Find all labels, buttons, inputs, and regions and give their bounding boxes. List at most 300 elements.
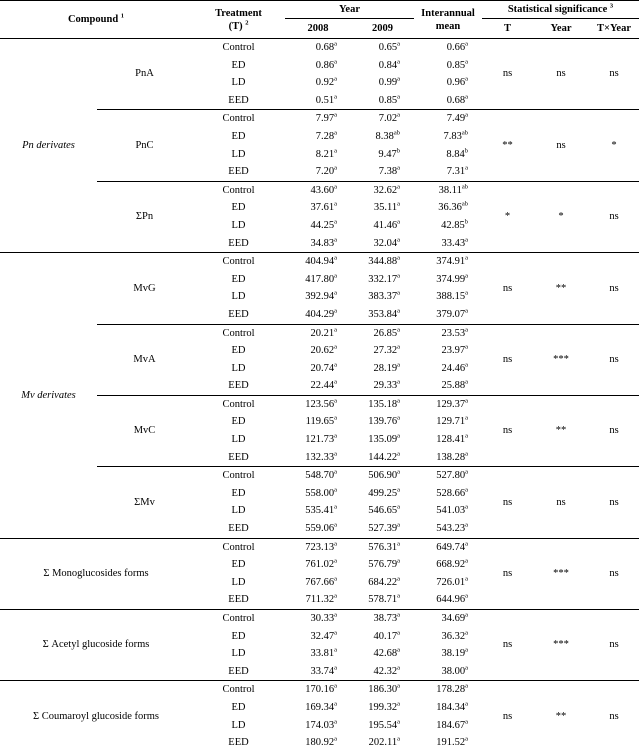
value-2009-letter: a — [397, 540, 401, 548]
compound-name-text: MvG — [133, 282, 156, 294]
value-2009-letter: a — [397, 682, 401, 690]
value-2008-number: 711.32 — [305, 594, 335, 606]
value-mean — [414, 342, 482, 360]
value-mean — [414, 591, 482, 609]
value-2009 — [351, 57, 414, 75]
value-2008-number: 22.44 — [310, 380, 335, 392]
value-2008 — [285, 413, 351, 431]
sig-txy — [589, 467, 639, 538]
compound-name — [97, 253, 192, 324]
table-body — [0, 39, 639, 752]
header-interannual-1: Interannual — [421, 7, 475, 19]
treatment-cell — [192, 538, 285, 556]
value-mean-number: 374.99 — [436, 273, 466, 285]
value-2009-letter: a — [397, 575, 401, 583]
value-2008-letter: a — [334, 200, 338, 208]
value-2008 — [285, 271, 351, 289]
treatment-text: ED — [231, 273, 246, 285]
value-2008-letter: a — [334, 521, 338, 529]
sig-year-text: ns — [556, 139, 566, 151]
value-2008 — [285, 395, 351, 413]
value-2009-number: 578.71 — [368, 594, 398, 606]
value-mean-letter: a — [465, 326, 469, 333]
sig-txy-text: * — [611, 139, 617, 151]
value-2008 — [285, 360, 351, 378]
header-treatment — [192, 1, 285, 39]
value-2008-number: 7.20 — [315, 166, 335, 178]
value-2009 — [351, 502, 414, 520]
value-2009-number: 9.47 — [378, 148, 397, 160]
value-2008-number: 8.21 — [315, 148, 335, 160]
value-mean-number: 38.19 — [441, 648, 466, 660]
value-2009 — [351, 663, 414, 681]
treatment-text: EED — [228, 737, 249, 749]
treatment-text: ED — [231, 701, 246, 713]
value-2009 — [351, 306, 414, 324]
value-mean-letter: a — [465, 272, 469, 280]
sig-txy-text: ns — [609, 211, 619, 223]
treatment-text: LD — [231, 291, 246, 303]
value-2008-number: 37.61 — [310, 202, 335, 214]
value-mean — [414, 306, 482, 324]
sig-year-text: * — [558, 211, 564, 223]
value-2009 — [351, 681, 414, 699]
value-2009-letter: a — [397, 272, 401, 280]
value-2008-letter: a — [334, 664, 338, 672]
compound-name — [97, 39, 192, 110]
value-2009-number: 199.32 — [368, 701, 398, 713]
value-mean-letter: a — [465, 664, 469, 672]
value-2009-letter: a — [397, 307, 401, 315]
treatment-text: EED — [228, 665, 249, 677]
value-mean-letter: a — [465, 468, 469, 476]
value-mean-number: 8.84 — [446, 148, 465, 160]
value-2009-number: 576.31 — [368, 541, 398, 553]
sig-t-text: ns — [502, 425, 513, 437]
value-2008-number: 0.86 — [315, 59, 335, 71]
value-mean — [414, 360, 482, 378]
group-label-text: Σ Coumaroyl glucoside forms — [33, 710, 159, 722]
value-2008-number: 404.29 — [305, 308, 335, 320]
value-2009-number: 135.09 — [368, 434, 398, 446]
value-2008-letter: a — [334, 183, 338, 191]
compound-name — [97, 467, 192, 538]
value-2009-number: 41.46 — [373, 219, 398, 231]
treatment-cell — [192, 288, 285, 306]
value-2009-number: 135.18 — [368, 398, 398, 410]
value-2008-number: 0.68 — [315, 42, 335, 53]
value-2008-number: 761.02 — [305, 559, 335, 571]
group-label-text: Mv derivates — [21, 389, 76, 401]
value-2008-letter: a — [334, 272, 338, 280]
sig-txy — [589, 253, 639, 324]
treatment-text: Control — [222, 256, 255, 268]
value-2008 — [285, 467, 351, 485]
value-mean-letter: ab — [461, 183, 469, 191]
value-2009-letter: a — [397, 450, 401, 458]
value-2008-letter: a — [334, 700, 338, 708]
value-mean-letter: a — [465, 254, 469, 262]
value-2008 — [285, 377, 351, 395]
sig-t — [482, 253, 533, 324]
value-2009 — [351, 360, 414, 378]
value-mean-letter: a — [465, 450, 469, 458]
value-2008 — [285, 610, 351, 628]
treatment-text: EED — [228, 237, 249, 249]
sig-txy-text: ns — [609, 68, 619, 80]
table-row — [0, 538, 639, 556]
value-2009-letter: a — [397, 111, 401, 119]
value-mean-letter: a — [465, 611, 469, 619]
treatment-cell — [192, 449, 285, 467]
value-mean-number: 129.37 — [436, 398, 466, 410]
value-2009 — [351, 591, 414, 609]
value-mean — [414, 288, 482, 306]
value-2009 — [351, 734, 414, 752]
value-mean-number: 128.41 — [436, 434, 466, 446]
value-2008-number: 548.70 — [305, 470, 335, 482]
treatment-cell — [192, 485, 285, 503]
treatment-cell — [192, 556, 285, 574]
value-2008-letter: a — [334, 326, 338, 333]
value-2008-number: 7.28 — [315, 130, 335, 142]
treatment-cell — [192, 610, 285, 628]
value-2009-number: 344.88 — [368, 256, 398, 268]
treatment-text: ED — [231, 130, 246, 142]
value-2009 — [351, 92, 414, 110]
sig-year — [533, 610, 589, 681]
treatment-cell — [192, 663, 285, 681]
value-2009-letter: a — [397, 718, 401, 726]
value-2009 — [351, 163, 414, 181]
value-mean — [414, 734, 482, 752]
value-mean-letter: a — [465, 592, 469, 600]
compound-name-text: MvA — [133, 353, 156, 365]
treatment-text: Control — [222, 470, 255, 482]
value-2009-number: 139.76 — [368, 416, 398, 428]
value-mean-number: 0.66 — [446, 42, 466, 53]
value-2009-letter: a — [397, 397, 401, 405]
header-compound-label: Compound — [67, 14, 119, 25]
value-mean-number: 191.52 — [436, 737, 466, 749]
value-2008 — [285, 253, 351, 271]
value-2009 — [351, 253, 414, 271]
value-mean-number: 34.69 — [441, 613, 466, 624]
sig-txy-text: ns — [609, 282, 619, 294]
treatment-cell — [192, 413, 285, 431]
value-mean — [414, 199, 482, 217]
value-2008-number: 34.83 — [310, 237, 335, 249]
treatment-cell — [192, 591, 285, 609]
value-2008-letter: a — [334, 450, 338, 458]
value-mean-number: 0.85 — [446, 59, 466, 71]
value-2009-number: 144.22 — [368, 451, 398, 463]
sig-year-text: ns — [556, 68, 566, 80]
treatment-cell — [192, 92, 285, 110]
sig-year-text: ** — [555, 425, 567, 437]
value-2008-letter: a — [334, 592, 338, 600]
sig-t-text: ns — [502, 68, 513, 80]
value-2009-number: 42.68 — [373, 648, 398, 660]
treatment-text: LD — [231, 148, 246, 160]
value-mean-letter: a — [465, 629, 469, 637]
sig-t-text: ns — [502, 639, 513, 651]
value-2008-number: 7.97 — [315, 113, 335, 125]
sig-txy — [589, 681, 639, 752]
treatment-cell — [192, 128, 285, 146]
value-mean-letter: ab — [461, 200, 469, 208]
value-mean-letter: a — [465, 40, 469, 48]
value-2008-number: 0.51 — [315, 94, 335, 106]
value-2008 — [285, 128, 351, 146]
sig-txy-text: ns — [609, 496, 619, 508]
value-2008-number: 123.56 — [305, 398, 335, 410]
treatment-cell — [192, 271, 285, 289]
value-2009 — [351, 449, 414, 467]
header-col-txy: T×Year — [589, 19, 639, 39]
value-2008-letter: a — [334, 557, 338, 565]
value-2008 — [285, 520, 351, 538]
sig-t — [482, 110, 533, 181]
value-2008 — [285, 645, 351, 663]
value-2009 — [351, 377, 414, 395]
header-col-t: T — [482, 19, 533, 39]
value-mean-number: 0.68 — [446, 94, 466, 106]
value-2008-letter: a — [334, 629, 338, 637]
value-2009-number: 195.54 — [368, 719, 398, 731]
value-2009-letter: a — [397, 611, 401, 619]
value-mean-number: 527.80 — [436, 470, 466, 482]
treatment-cell — [192, 681, 285, 699]
value-mean — [414, 628, 482, 646]
value-mean — [414, 324, 482, 342]
header-2009: 2009 — [351, 19, 414, 39]
value-mean — [414, 235, 482, 253]
value-2008-letter: a — [334, 378, 338, 386]
value-2008 — [285, 717, 351, 735]
value-mean — [414, 520, 482, 538]
sig-txy-text: ns — [609, 710, 619, 722]
value-2008 — [285, 556, 351, 574]
value-2008-number: 169.34 — [305, 701, 335, 713]
compound-name-text: PnC — [135, 139, 154, 151]
treatment-cell — [192, 181, 285, 199]
sig-t — [482, 610, 533, 681]
value-mean — [414, 217, 482, 235]
value-2008 — [285, 734, 351, 752]
value-mean — [414, 92, 482, 110]
value-2009-number: 0.84 — [378, 59, 398, 71]
value-2009-number: 35.11 — [373, 202, 398, 214]
value-2008-number: 121.73 — [305, 434, 335, 446]
treatment-text: Control — [222, 613, 255, 624]
treatment-cell — [192, 360, 285, 378]
compound-name-text: ΣMv — [134, 496, 155, 508]
value-2008-number: 20.74 — [310, 362, 335, 374]
treatment-text: EED — [228, 380, 249, 392]
header-compound — [0, 1, 192, 39]
value-mean-letter: a — [465, 307, 469, 315]
value-2009 — [351, 485, 414, 503]
value-2009-letter: a — [397, 468, 401, 476]
value-2009 — [351, 699, 414, 717]
treatment-text: EED — [228, 94, 249, 106]
sig-t — [482, 681, 533, 752]
value-2009 — [351, 538, 414, 556]
value-mean — [414, 271, 482, 289]
value-mean-letter: a — [465, 735, 469, 743]
sig-t — [482, 181, 533, 252]
value-2008-letter: a — [334, 218, 338, 226]
value-2009-letter: a — [397, 486, 401, 494]
value-2008-letter: a — [334, 646, 338, 654]
header-treatment-sup: 2 — [245, 19, 249, 26]
value-2009-number: 42.32 — [373, 665, 398, 677]
sig-year — [533, 181, 589, 252]
value-2008-letter: a — [334, 397, 338, 405]
value-mean — [414, 645, 482, 663]
sig-t — [482, 467, 533, 538]
treatment-cell — [192, 163, 285, 181]
value-2009 — [351, 574, 414, 592]
value-2008 — [285, 288, 351, 306]
value-mean-number: 644.96 — [436, 594, 466, 606]
treatment-cell — [192, 146, 285, 164]
value-mean-letter: a — [465, 111, 469, 119]
value-mean-number: 129.71 — [436, 416, 466, 428]
value-2009-letter: a — [397, 75, 401, 83]
value-2008 — [285, 502, 351, 520]
value-2009 — [351, 74, 414, 92]
treatment-text: LD — [231, 505, 246, 517]
treatment-text: ED — [231, 416, 246, 428]
value-2009 — [351, 217, 414, 235]
value-2008-letter: a — [334, 682, 338, 690]
value-2009 — [351, 324, 414, 342]
group-label-text: Pn derivates — [22, 139, 75, 151]
value-2009-letter: a — [397, 378, 401, 386]
header-treatment-label: Treatment — [215, 7, 262, 19]
sig-txy-text: ns — [609, 353, 619, 365]
value-2008 — [285, 92, 351, 110]
value-2009-letter: a — [397, 592, 401, 600]
value-2008 — [285, 181, 351, 199]
value-2008-number: 132.33 — [305, 451, 335, 463]
value-2008-number: 170.16 — [305, 684, 335, 696]
value-2009-number: 40.17 — [373, 630, 398, 642]
value-2009-number: 8.38 — [375, 130, 394, 142]
value-2008 — [285, 199, 351, 217]
value-2009-number: 506.90 — [368, 470, 398, 482]
value-2008-number: 20.62 — [310, 345, 335, 357]
group-label-text: Σ Monoglucosides forms — [43, 568, 149, 580]
value-2008 — [285, 449, 351, 467]
value-2008-number: 174.03 — [305, 719, 335, 731]
value-2008-number: 559.06 — [305, 523, 335, 535]
value-2009 — [351, 110, 414, 128]
treatment-cell — [192, 628, 285, 646]
treatment-cell — [192, 199, 285, 217]
treatment-text: Control — [222, 113, 255, 125]
value-2009-number: 353.84 — [368, 308, 398, 320]
value-2008-letter: a — [334, 343, 338, 351]
treatment-cell — [192, 74, 285, 92]
value-2008 — [285, 146, 351, 164]
value-2008-letter: a — [334, 307, 338, 315]
value-2009-number: 7.38 — [378, 166, 398, 178]
value-mean-letter: b — [464, 147, 469, 155]
value-2009-letter: a — [397, 629, 401, 637]
value-2008-letter: a — [334, 147, 338, 155]
value-2009-letter: a — [397, 503, 401, 511]
value-mean-letter: a — [465, 397, 469, 405]
sig-t — [482, 538, 533, 609]
value-2009 — [351, 181, 414, 199]
value-2008-letter: a — [334, 540, 338, 548]
value-2008-number: 33.81 — [310, 648, 335, 660]
value-2008-number: 119.65 — [305, 416, 335, 428]
value-2008-letter: a — [334, 75, 338, 83]
group-label-text: Σ Acetyl glucoside forms — [42, 639, 150, 651]
treatment-cell — [192, 306, 285, 324]
table-row — [0, 610, 639, 628]
treatment-cell — [192, 377, 285, 395]
value-2008-letter: a — [334, 254, 338, 262]
value-2008 — [285, 163, 351, 181]
sig-year-text: ** — [555, 282, 567, 294]
treatment-cell — [192, 717, 285, 735]
value-mean — [414, 110, 482, 128]
value-2009-letter: a — [397, 40, 401, 48]
sig-t-text: ns — [502, 353, 513, 365]
value-2008-number: 30.33 — [310, 613, 335, 624]
treatment-text: EED — [228, 308, 249, 320]
header-col-year: Year — [533, 19, 589, 39]
value-2009 — [351, 610, 414, 628]
sig-t-text: * — [504, 211, 511, 223]
value-2009 — [351, 128, 414, 146]
value-2008-number: 20.21 — [310, 327, 335, 339]
value-mean-letter: a — [465, 521, 469, 529]
compound-name-text: PnA — [135, 68, 154, 80]
value-2009 — [351, 628, 414, 646]
treatment-cell — [192, 574, 285, 592]
group-label — [0, 39, 97, 253]
treatment-text: ED — [231, 630, 246, 642]
sig-t-text: ns — [502, 496, 513, 508]
value-2009-letter: a — [397, 326, 401, 333]
value-2008-number: 32.47 — [310, 630, 335, 642]
table-row — [0, 681, 639, 699]
value-2008-letter: a — [334, 289, 338, 297]
value-2008-number: 44.25 — [310, 219, 335, 231]
value-mean-letter: a — [465, 540, 469, 548]
value-2008-letter: a — [334, 414, 338, 422]
sig-year-text: *** — [553, 568, 569, 580]
value-mean-letter: a — [465, 700, 469, 708]
value-mean — [414, 146, 482, 164]
treatment-cell — [192, 324, 285, 342]
group-label — [0, 610, 192, 681]
value-2008-letter: a — [334, 361, 338, 369]
treatment-text: LD — [231, 434, 246, 446]
value-2008 — [285, 663, 351, 681]
value-mean — [414, 163, 482, 181]
treatment-text: Control — [222, 184, 255, 196]
value-mean-number: 379.07 — [436, 308, 466, 320]
treatment-cell — [192, 431, 285, 449]
value-2008 — [285, 235, 351, 253]
